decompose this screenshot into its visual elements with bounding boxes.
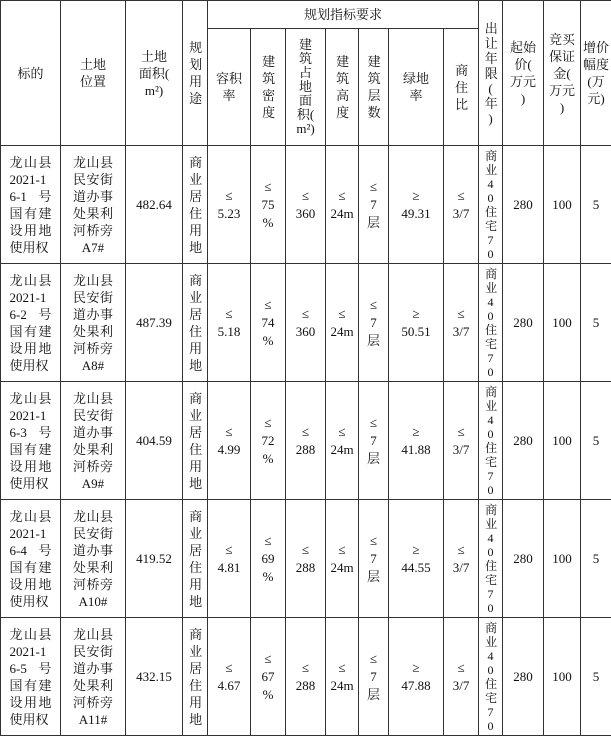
cell-footprint [286,146,326,264]
header-height [326,29,359,146]
floors-value-part: 层 [366,686,380,702]
green-value-part: 49.31 [401,205,431,221]
density-value-part: ≤ [264,650,272,666]
header-ratio-label: 商住比 [455,62,469,112]
ratio-value-part: ≤ [457,305,465,321]
increment-value: 5 [592,551,600,566]
height-value-part: ≤ [338,187,346,203]
height-value-part: ≤ [338,423,346,439]
density-value-part: ≤ [264,414,272,430]
header-density [251,29,286,146]
start-price-value: 280 [513,669,533,684]
cell-location [61,500,126,618]
cell-start-price [503,146,544,264]
header-lot-label: 标的 [17,65,44,81]
floors-value-part: ≤ [369,650,378,666]
height-value-part: ≤ [338,659,346,675]
cell-footprint [286,382,326,500]
green-value-part: ≥ [412,659,420,675]
far-value-part: ≤ [225,305,233,321]
floors-value-part: ≤ [369,532,378,548]
floors-value-part: 7 [370,550,377,566]
ratio-value-part: 3/7 [452,323,470,339]
ratio-value-part: ≤ [457,187,465,203]
cell-use [183,146,208,264]
cell-height [326,500,359,618]
cell-lot [1,618,61,736]
cell-increment [581,146,611,264]
far-value-part: ≤ [225,659,233,675]
footprint-value-part: ≤ [301,423,310,439]
increment-value: 5 [592,315,600,330]
cell-ratio [444,618,479,736]
density-value-part: 67 [261,668,275,684]
header-location-label: 土地位置 [79,57,106,89]
cell-footprint [286,500,326,618]
floors-value-part: ≤ [369,178,378,194]
header-term-label: 出让年限(年) [484,20,498,126]
ratio-value-part: ≤ [457,423,465,439]
cell-deposit [544,146,581,264]
table-row [1,264,611,382]
deposit-value: 100 [552,433,572,448]
header-increment-label: 增价幅度(万元) [583,40,610,106]
footprint-value-part: ≤ [301,541,310,557]
header-far-label: 容积率 [215,71,242,103]
cell-term [479,382,503,500]
area-value: 487.39 [136,315,172,330]
ratio-value-part: 3/7 [452,559,470,575]
cell-location [61,264,126,382]
cell-height [326,618,359,736]
cell-green [389,264,444,382]
use-value: 商业居住用地 [189,626,203,727]
cell-height [326,146,359,264]
header-footprint [286,29,326,146]
density-value-part: 69 [261,550,275,566]
floors-value-part: 7 [370,668,377,684]
footprint-value-part: 360 [295,323,316,339]
use-value: 商业居住用地 [189,508,203,609]
height-value-part: 24m [330,205,354,221]
table-row [1,382,611,500]
green-value-part: ≥ [412,423,420,439]
cell-floors [359,264,389,382]
footprint-value-part: 288 [295,441,316,457]
cell-term [479,618,503,736]
cell-floors [359,618,389,736]
start-price-value: 280 [513,197,533,212]
cell-increment [581,618,611,736]
area-value: 404.59 [136,433,172,448]
header-height-label: 建筑高度 [336,54,350,120]
cell-location [61,618,126,736]
cell-green [389,500,444,618]
height-value-part: 24m [330,323,354,339]
header-indicators-label: 规划指标要求 [304,7,383,22]
ratio-value-part: 3/7 [452,677,470,693]
green-value-part: ≥ [412,187,420,203]
cell-floors [359,500,389,618]
header-term [479,1,503,146]
header-ratio [444,29,479,146]
floors-value-part: 7 [370,196,377,212]
footprint-value-part: 360 [295,205,316,221]
cell-height [326,382,359,500]
far-value-part: 4.99 [217,441,241,457]
area-value: 419.52 [136,551,172,566]
cell-ratio [444,382,479,500]
far-value-part: 5.18 [217,323,241,339]
term-value: 商业40住宅70 [485,384,498,497]
green-value-part: 44.55 [401,559,431,575]
header-green [389,29,444,146]
cell-ratio [444,264,479,382]
cell-area [126,500,183,618]
header-start-price [503,1,544,146]
density-value-part: ≤ [264,532,272,548]
cell-location [61,146,126,264]
header-lot [1,1,61,146]
header-start-price-label: 起始价(万元) [510,40,537,106]
location-value: 龙山县民安街道办事处果利河桥旁A10# [73,508,113,609]
height-value-part: 24m [330,559,354,575]
header-use [183,1,208,146]
location-value: 龙山县民安街道办事处果利河桥旁A9# [73,390,113,491]
green-value-part: 47.88 [401,677,431,693]
cell-term [479,146,503,264]
cell-density [251,500,286,618]
cell-use [183,382,208,500]
header-green-label: 绿地率 [402,71,429,103]
density-value-part: ≤ [264,178,272,194]
density-value-part: % [262,332,274,348]
deposit-value: 100 [552,197,572,212]
area-value: 432.15 [136,669,172,684]
term-value: 商业40住宅70 [485,502,498,615]
far-value-part: 4.81 [217,559,241,575]
height-value-part: 24m [330,441,354,457]
header-area [126,1,183,146]
cell-height [326,264,359,382]
cell-far [208,500,251,618]
lot-value: 龙山县2021-16-5号国有建设用地使用权 [9,626,52,727]
cell-area [126,264,183,382]
cell-term [479,264,503,382]
location-value: 龙山县民安街道办事处果利河桥旁A11# [73,626,113,727]
header-density-label: 建筑密度 [262,54,276,120]
header-area-label: 土地面积(m²) [138,48,170,98]
cell-density [251,264,286,382]
cell-ratio [444,146,479,264]
area-value: 482.64 [136,197,172,212]
table-row [1,500,611,618]
floors-value-part: 7 [370,314,377,330]
cell-start-price [503,500,544,618]
green-value-part: 50.51 [401,323,431,339]
footprint-value-part: 288 [295,677,316,693]
cell-far [208,264,251,382]
footprint-value-part: ≤ [301,305,310,321]
green-value-part: ≥ [412,305,420,321]
cell-footprint [286,264,326,382]
header-location [61,1,126,146]
floors-value-part: 层 [366,450,380,466]
density-value-part: % [262,214,274,230]
term-value: 商业40住宅70 [485,266,498,379]
cell-area [126,146,183,264]
cell-lot [1,500,61,618]
deposit-value: 100 [552,315,572,330]
cell-location [61,382,126,500]
cell-start-price [503,264,544,382]
header-floors [359,29,389,146]
ratio-value-part: ≤ [457,659,465,675]
use-value: 商业居住用地 [189,154,203,255]
cell-floors [359,382,389,500]
start-price-value: 280 [513,433,533,448]
header-floors-label: 建筑层数 [367,54,381,120]
cell-green [389,618,444,736]
density-value-part: ≤ [264,296,272,312]
floors-value-part: 7 [370,432,377,448]
table-header [1,1,611,146]
footprint-value-part: ≤ [301,659,310,675]
green-value-part: 41.88 [401,441,431,457]
density-value-part: % [262,450,274,466]
cell-footprint [286,618,326,736]
cell-green [389,146,444,264]
cell-term [479,500,503,618]
header-far [208,29,251,146]
cell-lot [1,382,61,500]
lot-value: 龙山县2021-16-2号国有建设用地使用权 [9,272,52,373]
use-value: 商业居住用地 [189,272,203,373]
height-value-part: ≤ [338,541,346,557]
cell-use [183,618,208,736]
cell-start-price [503,618,544,736]
table-row [1,146,611,264]
cell-far [208,618,251,736]
cell-area [126,382,183,500]
far-value-part: 4.67 [217,677,241,693]
header-footprint-label: 建筑占地面积(m²) [296,37,315,136]
cell-lot [1,146,61,264]
cell-density [251,146,286,264]
term-value: 商业40住宅70 [485,148,498,261]
cell-deposit [544,382,581,500]
cell-ratio [444,500,479,618]
table-body [1,146,611,736]
ratio-value-part: 3/7 [452,205,470,221]
deposit-value: 100 [552,669,572,684]
cell-area [126,618,183,736]
deposit-value: 100 [552,551,572,566]
header-deposit [544,1,581,146]
header-deposit-label: 竞买保证金(万元) [549,31,576,115]
header-increment [581,1,611,146]
lot-value: 龙山县2021-16-3号国有建设用地使用权 [9,390,52,491]
header-use-label: 规划用途 [189,40,203,106]
floors-value-part: 层 [366,568,380,584]
density-value-part: % [262,686,274,702]
location-value: 龙山县民安街道办事处果利河桥旁A7# [73,154,113,255]
far-value-part: ≤ [225,187,233,203]
ratio-value-part: ≤ [457,541,465,557]
footprint-value-part: ≤ [301,187,310,203]
density-value-part: 75 [261,196,275,212]
far-value-part: ≤ [225,423,233,439]
start-price-value: 280 [513,315,533,330]
floors-value-part: ≤ [369,296,378,312]
cell-increment [581,264,611,382]
height-value-part: ≤ [338,305,346,321]
location-value: 龙山县民安街道办事处果利河桥旁A8# [73,272,113,373]
lot-value: 龙山县2021-16-4号国有建设用地使用权 [9,508,52,609]
cell-lot [1,264,61,382]
footprint-value-part: 288 [295,559,316,575]
height-value-part: 24m [330,677,354,693]
cell-green [389,382,444,500]
table-row [1,618,611,736]
increment-value: 5 [592,669,600,684]
far-value-part: ≤ [225,541,233,557]
far-value-part: 5.23 [217,205,241,221]
term-value: 商业40住宅70 [485,620,498,733]
cell-increment [581,500,611,618]
floors-value-part: 层 [366,332,380,348]
cell-deposit [544,500,581,618]
cell-density [251,382,286,500]
cell-density [251,618,286,736]
cell-floors [359,146,389,264]
floors-value-part: ≤ [369,414,378,430]
increment-value: 5 [592,197,600,212]
density-value-part: 74 [261,314,275,330]
cell-deposit [544,618,581,736]
lot-value: 龙山县2021-16-1号国有建设用地使用权 [9,154,52,255]
cell-far [208,146,251,264]
cell-use [183,264,208,382]
green-value-part: ≥ [412,541,420,557]
increment-value: 5 [592,433,600,448]
start-price-value: 280 [513,551,533,566]
header-indicators-group [208,1,479,29]
cell-far [208,382,251,500]
header-row-1 [1,1,611,29]
density-value-part: % [262,568,274,584]
floors-value-part: 层 [366,214,380,230]
cell-increment [581,382,611,500]
use-value: 商业居住用地 [189,390,203,491]
cell-deposit [544,264,581,382]
density-value-part: 72 [261,432,275,448]
ratio-value-part: 3/7 [452,441,470,457]
cell-start-price [503,382,544,500]
cell-use [183,500,208,618]
